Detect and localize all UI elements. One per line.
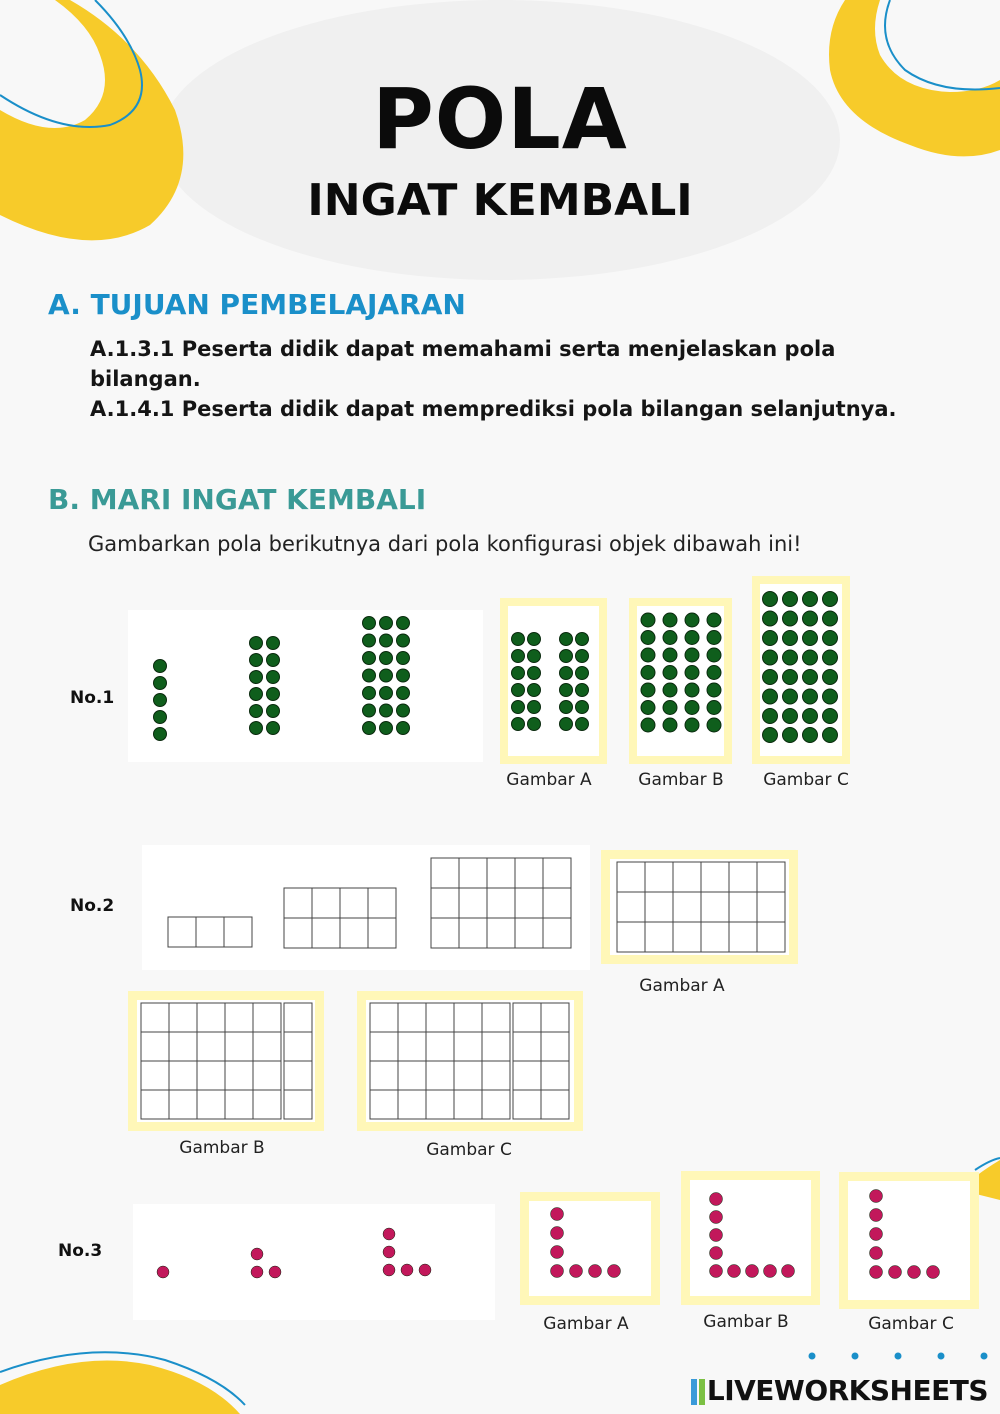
dot: [803, 592, 818, 607]
problem-2-sequence: [142, 845, 590, 970]
grid-cell: [225, 1032, 253, 1061]
dot: [803, 670, 818, 685]
grid-cell: [482, 1090, 510, 1119]
dot: [641, 648, 655, 662]
dot: [783, 650, 798, 665]
grid-cell: [454, 1003, 482, 1032]
logo-mark-icon: [691, 1379, 697, 1405]
dot: [823, 689, 838, 704]
dot: [707, 718, 721, 732]
objective-1: A.1.3.1 Peserta didik dapat memahami serta menjelaskan pola bilangan.: [90, 337, 836, 391]
dot: [783, 689, 798, 704]
grid-cell: [197, 1032, 225, 1061]
dot: [663, 701, 677, 715]
grid-cell: [757, 862, 785, 892]
dot: [823, 592, 838, 607]
dot: [783, 728, 798, 743]
option-dot-grid: [637, 606, 724, 756]
dot: [685, 631, 699, 645]
dot: [363, 669, 376, 682]
dot: [823, 611, 838, 626]
dot: [707, 631, 721, 645]
dot: [685, 613, 699, 627]
dot: [710, 1247, 723, 1260]
grid-cell: [617, 922, 645, 952]
grid-cell: [729, 922, 757, 952]
dot: [685, 648, 699, 662]
dot: [870, 1266, 883, 1279]
dot: [641, 631, 655, 645]
dot: [710, 1193, 723, 1206]
grid-cell: [398, 1003, 426, 1032]
problem-1-label: No.1: [70, 688, 115, 708]
dot: [641, 683, 655, 697]
grid-cell: [253, 1003, 281, 1032]
dot: [512, 684, 525, 697]
dot: [401, 1264, 413, 1276]
problem-1-caption-c: Gambar C: [763, 770, 849, 790]
dot: [512, 650, 525, 663]
dot: [419, 1264, 431, 1276]
grid-cell: [284, 1032, 312, 1061]
dot: [363, 634, 376, 647]
grid-cell: [284, 1061, 312, 1090]
grid-cell: [368, 918, 396, 948]
grid-cell: [426, 1003, 454, 1032]
grid-cell: [487, 918, 515, 948]
problem-1-option-c[interactable]: [752, 576, 850, 764]
dot: [707, 701, 721, 715]
grid-cell: [370, 1061, 398, 1090]
grid-cell: [459, 918, 487, 948]
grid-cell: [253, 1061, 281, 1090]
grid-cell: [312, 918, 340, 948]
grid-cell: [312, 888, 340, 918]
dot: [764, 1265, 777, 1278]
dot: [397, 617, 410, 630]
dot: [560, 684, 573, 697]
grid-cell: [459, 858, 487, 888]
grid-cell: [141, 1032, 169, 1061]
dot: [380, 704, 393, 717]
dot: [783, 611, 798, 626]
dot: [560, 650, 573, 663]
dot: [560, 701, 573, 714]
dot: [663, 631, 677, 645]
grid-cell: [370, 1032, 398, 1061]
dot: [608, 1265, 621, 1278]
dot: [728, 1265, 741, 1278]
grid-cell: [482, 1061, 510, 1090]
problem-2-grid-pattern: [142, 845, 590, 970]
dot: [783, 709, 798, 724]
dot: [763, 670, 778, 685]
grid-cell: [541, 1061, 569, 1090]
dot: [576, 667, 589, 680]
dot: [889, 1266, 902, 1279]
grid-cell: [673, 922, 701, 952]
grid-cell: [284, 1003, 312, 1032]
problem-1-option-a[interactable]: [500, 598, 607, 764]
problem-3-option-b[interactable]: [681, 1171, 820, 1305]
grid-cell: [487, 858, 515, 888]
dot: [154, 711, 167, 724]
dot: [380, 669, 393, 682]
grid-cell: [426, 1090, 454, 1119]
problem-3-caption-b: Gambar B: [703, 1312, 789, 1332]
dot: [383, 1228, 395, 1240]
grid-cell: [617, 862, 645, 892]
grid-cell: [541, 1032, 569, 1061]
grid-cell: [168, 917, 196, 947]
problem-3-dot-pattern: [133, 1204, 495, 1320]
grid-cell: [197, 1061, 225, 1090]
dot: [783, 670, 798, 685]
grid-cell: [701, 922, 729, 952]
problem-3-option-c[interactable]: [839, 1172, 979, 1309]
dot: [380, 652, 393, 665]
grid-cell: [141, 1090, 169, 1119]
dot: [397, 652, 410, 665]
grid-cell: [645, 892, 673, 922]
dot: [250, 637, 263, 650]
dot: [251, 1248, 263, 1260]
dot: [512, 718, 525, 731]
dot: [250, 688, 263, 701]
problem-3-option-a[interactable]: [520, 1192, 660, 1305]
dot: [763, 689, 778, 704]
dot: [908, 1266, 921, 1279]
grid-cell: [487, 888, 515, 918]
grid-cell: [225, 1003, 253, 1032]
section-a-heading: A. TUJUAN PEMBELAJARAN: [48, 288, 466, 321]
dot: [154, 694, 167, 707]
dot: [763, 592, 778, 607]
grid-cell: [431, 858, 459, 888]
dot: [927, 1266, 940, 1279]
logo-text: LIVEWORKSHEETS: [706, 1374, 988, 1407]
grid-cell: [253, 1032, 281, 1061]
dot: [154, 677, 167, 690]
dot: [397, 722, 410, 735]
dot: [551, 1208, 564, 1221]
dot: [710, 1229, 723, 1242]
option-grid: [610, 859, 789, 955]
dot: [528, 633, 541, 646]
grid-cell: [368, 888, 396, 918]
grid-cell: [431, 888, 459, 918]
dot: [803, 611, 818, 626]
grid-cell: [454, 1032, 482, 1061]
dot: [528, 650, 541, 663]
dot: [512, 701, 525, 714]
option-dot-pattern: [690, 1180, 811, 1296]
grid-cell: [454, 1090, 482, 1119]
option-dot-pattern: [529, 1201, 651, 1296]
grid-cell: [541, 1003, 569, 1032]
dot: [763, 709, 778, 724]
dot: [663, 718, 677, 732]
problem-3-label: No.3: [58, 1241, 103, 1261]
dot: [576, 701, 589, 714]
problem-3-caption-a: Gambar A: [543, 1314, 629, 1334]
dot: [641, 666, 655, 680]
problem-1-sequence: [128, 610, 483, 762]
dot: [763, 631, 778, 646]
grid-cell: [197, 1003, 225, 1032]
problem-2-caption-a: Gambar A: [639, 976, 725, 996]
section-b-heading: B. MARI INGAT KEMBALI: [48, 483, 427, 516]
dot: [641, 701, 655, 715]
dot: [823, 709, 838, 724]
dot: [685, 718, 699, 732]
dot: [710, 1265, 723, 1278]
grid-cell: [370, 1090, 398, 1119]
dot: [560, 667, 573, 680]
grid-cell: [701, 862, 729, 892]
dot: [783, 631, 798, 646]
dot: [576, 650, 589, 663]
grid-cell: [224, 917, 252, 947]
dot: [397, 669, 410, 682]
dot: [363, 687, 376, 700]
grid-cell: [701, 892, 729, 922]
dot: [685, 666, 699, 680]
dot: [560, 718, 573, 731]
problem-2-option-a[interactable]: [601, 850, 798, 964]
option-grid: [137, 1000, 315, 1122]
option-grid: [366, 1000, 574, 1122]
option-dot-grid: [760, 584, 842, 756]
grid-cell: [169, 1090, 197, 1119]
grid-cell: [645, 862, 673, 892]
dot: [383, 1264, 395, 1276]
dot: [397, 704, 410, 717]
dot: [823, 631, 838, 646]
logo-mark-icon: [699, 1379, 705, 1405]
dot: [710, 1211, 723, 1224]
dot: [250, 671, 263, 684]
dot: [707, 683, 721, 697]
grid-cell: [541, 1090, 569, 1119]
grid-cell: [513, 1003, 541, 1032]
dot: [570, 1265, 583, 1278]
page-title: POLA: [372, 70, 628, 168]
dot: [663, 648, 677, 662]
dot: [267, 637, 280, 650]
dot: [823, 670, 838, 685]
dot: [663, 613, 677, 627]
problem-1-dot-pattern: [128, 610, 483, 762]
option-dot-grid: [508, 606, 599, 756]
dot: [641, 613, 655, 627]
dot: [823, 650, 838, 665]
dot: [250, 705, 263, 718]
dot: [685, 701, 699, 715]
grid-cell: [225, 1061, 253, 1090]
dot: [154, 660, 167, 673]
dot: [269, 1266, 281, 1278]
dot: [707, 666, 721, 680]
dot: [803, 689, 818, 704]
dot: [870, 1190, 883, 1203]
grid-cell: [513, 1061, 541, 1090]
grid-cell: [197, 1090, 225, 1119]
dot: [251, 1266, 263, 1278]
dot: [551, 1265, 564, 1278]
grid-cell: [284, 918, 312, 948]
dot: [803, 728, 818, 743]
problem-3-sequence: [133, 1204, 495, 1320]
grid-cell: [284, 888, 312, 918]
grid-cell: [757, 922, 785, 952]
grid-cell: [398, 1090, 426, 1119]
dot: [641, 718, 655, 732]
dot: [363, 617, 376, 630]
grid-cell: [454, 1061, 482, 1090]
problem-2-label: No.2: [70, 896, 115, 916]
liveworksheets-logo[interactable]: [691, 1374, 988, 1407]
problem-3-caption-c: Gambar C: [868, 1314, 954, 1334]
grid-cell: [253, 1090, 281, 1119]
grid-cell: [340, 888, 368, 918]
dot: [870, 1247, 883, 1260]
grid-cell: [340, 918, 368, 948]
dot: [528, 667, 541, 680]
dot: [512, 633, 525, 646]
grid-cell: [617, 892, 645, 922]
grid-cell: [426, 1032, 454, 1061]
grid-cell: [169, 1032, 197, 1061]
grid-cell: [513, 1032, 541, 1061]
dot: [551, 1227, 564, 1240]
dot: [380, 617, 393, 630]
dot: [380, 634, 393, 647]
dot: [157, 1266, 169, 1278]
dot: [870, 1228, 883, 1241]
dot: [663, 683, 677, 697]
dot: [576, 633, 589, 646]
dot: [707, 613, 721, 627]
problem-1-option-b[interactable]: [629, 598, 732, 764]
dot: [267, 654, 280, 667]
dot: [380, 722, 393, 735]
grid-cell: [673, 892, 701, 922]
dot: [803, 650, 818, 665]
dot: [685, 683, 699, 697]
grid-cell: [459, 888, 487, 918]
dot: [397, 687, 410, 700]
dot: [746, 1265, 759, 1278]
grid-cell: [515, 918, 543, 948]
dot: [528, 684, 541, 697]
dot: [782, 1265, 795, 1278]
grid-cell: [370, 1003, 398, 1032]
grid-cell: [757, 892, 785, 922]
grid-cell: [543, 858, 571, 888]
grid-cell: [543, 888, 571, 918]
dot: [363, 722, 376, 735]
grid-cell: [729, 892, 757, 922]
problem-2-caption-c: Gambar C: [426, 1140, 512, 1160]
problem-2-caption-b: Gambar B: [179, 1138, 265, 1158]
instruction-text: Gambarkan pola berikutnya dari pola konfigurasi objek dibawah ini!: [88, 532, 802, 556]
dot: [383, 1246, 395, 1258]
grid-cell: [169, 1003, 197, 1032]
grid-cell: [141, 1061, 169, 1090]
dot: [267, 705, 280, 718]
dot: [267, 671, 280, 684]
dot: [363, 704, 376, 717]
dot: [560, 633, 573, 646]
grid-cell: [284, 1090, 312, 1119]
dot: [589, 1265, 602, 1278]
dot: [528, 701, 541, 714]
grid-cell: [513, 1090, 541, 1119]
dot: [267, 688, 280, 701]
dot: [528, 718, 541, 731]
dot: [870, 1209, 883, 1222]
dot: [380, 687, 393, 700]
dot: [250, 654, 263, 667]
dot: [707, 648, 721, 662]
dot: [551, 1246, 564, 1259]
dot: [512, 667, 525, 680]
grid-cell: [515, 888, 543, 918]
grid-cell: [515, 858, 543, 888]
grid-cell: [169, 1061, 197, 1090]
page-subtitle: INGAT KEMBALI: [307, 175, 693, 226]
dot: [576, 718, 589, 731]
objective-2: A.1.4.1 Peserta didik dapat memprediksi pola bilangan selanjutnya.: [90, 397, 897, 421]
problem-1-caption-b: Gambar B: [638, 770, 724, 790]
grid-cell: [141, 1003, 169, 1032]
dot: [823, 728, 838, 743]
dot: [803, 631, 818, 646]
grid-cell: [673, 862, 701, 892]
grid-cell: [225, 1090, 253, 1119]
option-dot-pattern: [848, 1181, 970, 1300]
grid-cell: [543, 918, 571, 948]
dot: [363, 652, 376, 665]
dot: [250, 722, 263, 735]
problem-1-caption-a: Gambar A: [506, 770, 592, 790]
grid-cell: [482, 1032, 510, 1061]
grid-cell: [431, 918, 459, 948]
grid-cell: [398, 1061, 426, 1090]
grid-cell: [729, 862, 757, 892]
dot: [576, 684, 589, 697]
dot: [663, 666, 677, 680]
dot: [154, 728, 167, 741]
grid-cell: [482, 1003, 510, 1032]
grid-cell: [426, 1061, 454, 1090]
dot: [783, 592, 798, 607]
dot: [763, 728, 778, 743]
grid-cell: [398, 1032, 426, 1061]
grid-cell: [645, 922, 673, 952]
grid-cell: [196, 917, 224, 947]
problem-2-option-c[interactable]: [357, 991, 583, 1131]
dot: [763, 611, 778, 626]
dot: [803, 709, 818, 724]
dot: [267, 722, 280, 735]
dot: [763, 650, 778, 665]
dot: [397, 634, 410, 647]
problem-2-option-b[interactable]: [128, 991, 324, 1131]
